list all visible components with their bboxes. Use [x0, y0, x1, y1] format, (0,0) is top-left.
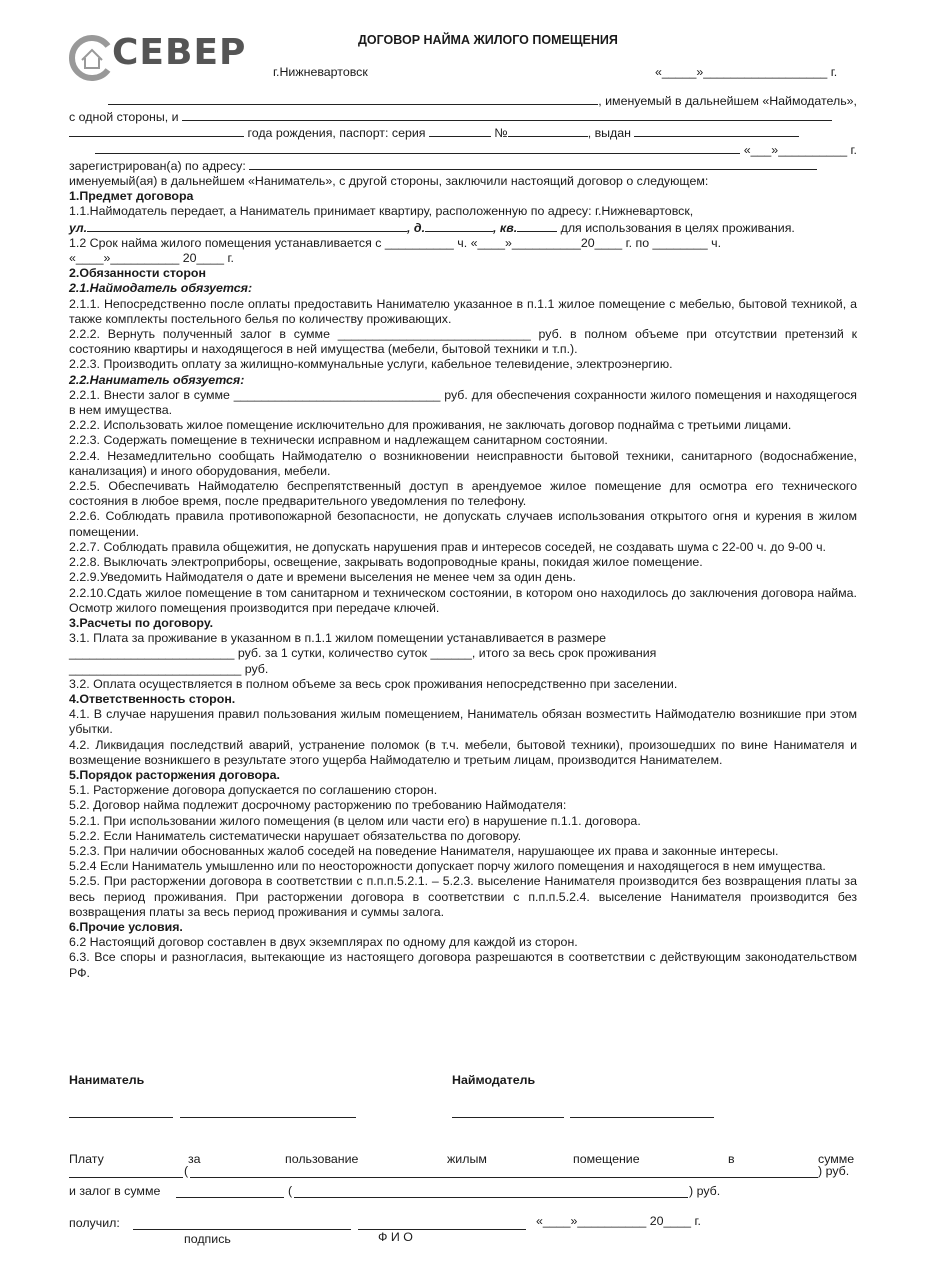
receipt-word: в — [728, 1152, 735, 1166]
issue-date-line: «___»__________ г. — [69, 142, 857, 158]
receipt-word: жилым — [447, 1152, 487, 1166]
issuer-cont-blank[interactable] — [95, 142, 740, 154]
deposit-words-blank[interactable] — [294, 1196, 688, 1198]
fio-caption: Ф И О — [378, 1230, 413, 1244]
clause-2-2-2-deposit-return: 2.2.2. Вернуть полученный залог в сумме ____________________________ руб. в полном объеме при отсутствии претензий к состоянию квартиры и находящегося в ней имущества (мебели, бытовой техники и т.п.). — [69, 327, 857, 357]
clause-1-2-end: «____»__________ 20____ г. — [69, 251, 234, 266]
paren: ( — [184, 1164, 189, 1178]
clause-6-2: 6.2 Настоящий договор составлен в двух экземплярах по одному для каждой из сторон. — [69, 935, 578, 950]
rub-label: ) руб. — [689, 1184, 721, 1198]
landlord-fio-blank[interactable] — [570, 1116, 714, 1118]
passport-issuer-blank[interactable] — [634, 125, 799, 137]
apartment-blank[interactable] — [517, 220, 557, 232]
clause-3-1-cont: ________________________ руб. за 1 сутки, количество суток ______, итого за весь срок проживания — [69, 646, 657, 661]
clause-2-2-9: 2.2.9.Уведомить Наймодателя о дате и времени выселения не менее чем за один день. — [69, 570, 577, 585]
section-2-2-title: 2.2.Наниматель обязуется: — [69, 372, 245, 387]
clause-5-2-3: 5.2.3. При наличии обоснованных жалоб соседей на поведение Нанимателя, нарушающее их права и законные интересы. — [69, 843, 779, 858]
clause-3-1-total: _________________________ руб. — [69, 661, 269, 676]
receipt-word: за — [188, 1152, 201, 1166]
company-logo — [68, 30, 268, 82]
clause-2-2-8: 2.2.8. Выключать электроприборы, освещение, закрывать водопроводные краны, покидая жилое помещение. — [69, 555, 703, 570]
contract-city: г.Нижневартовск — [273, 65, 368, 79]
clause-2-1-1: 2.1.1. Непосредственно после оплаты предоставить Нанимателю указанное в п.1.1 жилое помещение с мебелью, бытовой техникой, а также комплекты постельного белья по количеству проживающих. — [69, 296, 857, 326]
clause-2-2-2: 2.2.2. Использовать жилое помещение исключительно для проживания, не заключать договор поднайма с третьими лицами. — [69, 418, 792, 433]
clause-3-1: 3.1. Плата за проживание в указанном в п.1.1 жилом помещении устанавливается в размере — [69, 631, 606, 646]
rub-label: ) руб. — [818, 1164, 850, 1178]
deposit-amount-blank[interactable] — [176, 1196, 284, 1198]
document-title: ДОГОВОР НАЙМА ЖИЛОГО ПОМЕЩЕНИЯ — [358, 33, 618, 47]
received-label: получил: — [69, 1216, 120, 1230]
clause-2-2-7: 2.2.7. Соблюдать правила общежития, не допускать нарушения прав и интересов соседей, не создавать шума с 22-00 ч. до 9-00 ч. — [69, 539, 826, 554]
clause-1-1-address: ул. , д. , кв. для использования в целях проживания. — [69, 220, 795, 235]
passport-line: года рождения, паспорт: серия № , выдан — [69, 125, 857, 141]
tenant-intro: именуемый(ая) в дальнейшем «Наниматель», с другой стороны, заключили настоящий договор о следующем: — [69, 174, 709, 189]
clause-5-2: 5.2. Договор найма подлежит досрочному расторжению по требованию Наймодателя: — [69, 798, 567, 813]
clause-5-2-5: 5.2.5. При расторжении договора в соответствии с п.п.п.5.2.1. – 5.2.3. выселение Нанимателя производится без возвращения платы за весь период проживания. При расторжении договора в соответствии с п.п.п.5.2.4. выселение Нанимателя производится без возвращения платы за весь период проживания и суммы залога. — [69, 874, 857, 919]
contract-date: «_____»__________________ г. — [655, 65, 838, 79]
street-blank[interactable] — [87, 220, 407, 232]
clause-2-2-3: 2.2.3. Содержать помещение в технически исправном и надлежащем санитарном состоянии. — [69, 433, 608, 448]
receipt-word: Плату — [69, 1152, 104, 1166]
payment-amount-words-blank[interactable] — [190, 1176, 818, 1178]
deposit-label: и залог в сумме — [69, 1184, 161, 1198]
section-3-title: 3.Расчеты по договору. — [69, 615, 214, 630]
clause-2-2-10: 2.2.10.Сдать жилое помещение в том санитарном и техническом состоянии, в котором оно находилось до заключения договора найма. Осмотр жилого помещения производится при передаче ключей. — [69, 585, 857, 615]
clause-1-2: 1.2 Срок найма жилого помещения устанавливается с __________ ч. «____»__________20____ г. по ________ ч. — [69, 235, 722, 250]
clause-5-2-2: 5.2.2. Если Наниматель систематически нарушает обязательства по договору. — [69, 828, 522, 843]
tenant-signature-label: Наниматель — [69, 1073, 145, 1087]
clause-2-2-3-utilities: 2.2.3. Производить оплату за жилищно-коммунальные услуги, кабельное телевидение, электроэнергию. — [69, 357, 673, 372]
clause-4-1: 4.1. В случае нарушения правил пользования жилым помещением, Наниматель обязан возместить Наймодателю возникшие при этом убытки. — [69, 707, 857, 737]
section-2-1-title: 2.1.Наймодатель обязуется: — [69, 281, 253, 296]
passport-series-blank[interactable] — [429, 125, 491, 137]
landlord-line: , именуемый в дальнейшем «Наймодатель», — [69, 93, 857, 109]
section-5-title: 5.Порядок расторжения договора. — [69, 767, 280, 782]
tenant-fio-blank[interactable] — [180, 1116, 356, 1118]
receiver-signature-blank[interactable] — [133, 1228, 351, 1230]
landlord-name-blank[interactable] — [108, 93, 598, 105]
payment-amount-blank[interactable] — [69, 1176, 183, 1178]
clause-2-2-4: 2.2.4. Незамедлительно сообщать Наймодателю о возникновении неисправности бытовой техники, санитарного (водоснабжение, канализация) и иного оборудования, мебели. — [69, 448, 857, 478]
paren: ( — [288, 1184, 293, 1198]
registration-address-blank[interactable] — [249, 158, 817, 170]
tenant-name-blank[interactable] — [182, 109, 832, 121]
section-4-title: 4.Ответственность сторон. — [69, 691, 236, 706]
clause-5-1: 5.1. Расторжение договора допускается по соглашению сторон. — [69, 783, 438, 798]
landlord-signature-blank[interactable] — [452, 1116, 564, 1118]
clause-1-1: 1.1.Наймодатель передает, а Наниматель принимает квартиру, расположенную по адресу: г.Нижневартовск, — [69, 204, 694, 219]
contract-body — [69, 93, 857, 981]
tenant-name-line: с одной стороны, и — [69, 109, 857, 125]
receipt-date: «____»__________ 20____ г. — [536, 1214, 701, 1228]
house-blank[interactable] — [425, 220, 493, 232]
landlord-signature-label: Наймодатель — [452, 1073, 536, 1087]
clause-2-2-1: 2.2.1. Внести залог в сумме ______________________________ руб. для обеспечения сохранности жилого помещения и находящегося в нем имущества. — [69, 387, 857, 418]
receipt-word: сумме — [818, 1152, 855, 1166]
section-6-title: 6.Прочие условия. — [69, 919, 183, 934]
clause-5-2-4: 5.2.4 Если Наниматель умышленно или по неосторожности допускает порчу жилого помещения и находящегося в нем имущества. — [69, 859, 826, 874]
section-2-title: 2.Обязанности сторон — [69, 266, 206, 281]
tenant-signature-blank[interactable] — [69, 1116, 173, 1118]
signature-caption: подпись — [184, 1232, 231, 1246]
section-1-title: 1.Предмет договора — [69, 189, 194, 204]
receipt-word: помещение — [573, 1152, 640, 1166]
address-line: зарегистрирован(а) по адресу: — [69, 158, 857, 174]
clause-3-2: 3.2. Оплата осуществляется в полном объеме за весь срок проживания непосредственно при заселении. — [69, 676, 678, 691]
clause-2-2-5: 2.2.5. Обеспечивать Наймодателю беспрепятственный доступ в арендуемое жилое помещение для осмотра его технического состояния в любое время, после предварительного уведомления по телефону. — [69, 479, 857, 509]
receipt-word: пользование — [285, 1152, 359, 1166]
clause-2-2-6: 2.2.6. Соблюдать правила противопожарной безопасности, не допускать случаев использования открытого огня и курения в жилом помещении. — [69, 509, 857, 539]
clause-5-2-1: 5.2.1. При использовании жилого помещения (в целом или части его) в нарушение п.1.1. договора. — [69, 813, 641, 828]
clause-6-3: 6.3. Все споры и разногласия, вытекающие из настоящего договора разрешаются в соответствии с действующим законодательством РФ. — [69, 950, 857, 980]
clause-4-2: 4.2. Ликвидация последствий аварий, устранение поломок (в т.ч. мебели, бытовой техники), произошедших по вине Нанимателя и возмещение возникшего в результате этого ущерба Наймодателю и третьим лицам, производится Нанимателем. — [69, 737, 857, 767]
logo-text: СЕВЕР — [112, 32, 247, 73]
passport-number-blank[interactable] — [508, 125, 588, 137]
birth-year-blank[interactable] — [69, 125, 244, 137]
house-logo-icon — [68, 32, 118, 82]
